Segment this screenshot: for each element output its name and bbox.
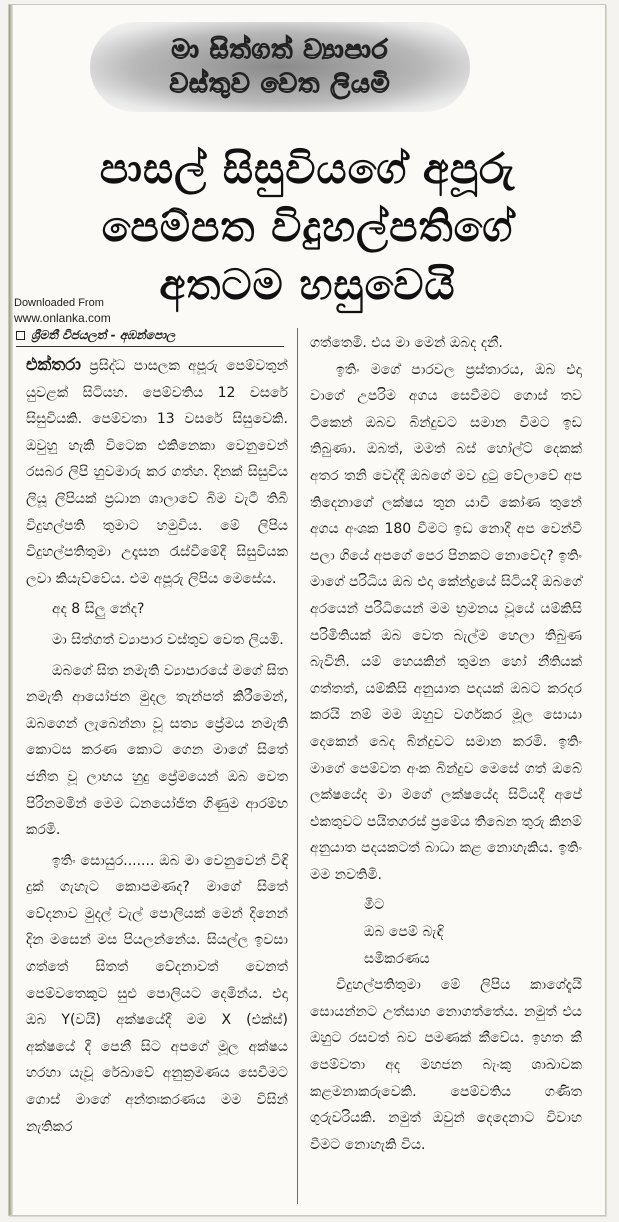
watermark <box>14 296 111 326</box>
article-column-right <box>310 330 582 1158</box>
byline <box>16 328 284 347</box>
paragraph-1-text: ප්‍රසිද්ධ පාසලක අපූරු පෙම්වතුන් යුවළක් සිටියහ. පෙම්වතිය 12 වසරේ සිසුවියකි. පෙම්වතා 13 වසරේ සිසුවෙකි. ඔවුහු හැකි විටෙක එකිනෙකා වෙනුවෙන් රසබර ලිපි හුවමාරු කර ගත්හ. දිනක් සිසුවිය ලියූ ලිපියක් ප්‍රධාන ශාලාවේ බිම වැටී තිබී විදුහල්පති තුමාට හමුවිය. මේ ලිපිය විදුහල්පතිතුමා උදෑසන රැස්වීමේදී සිසුවියක ලවා කියැව්වේය. එම අපූරු ලිපිය මෙසේය. <box>26 358 288 587</box>
signoff-line-3: සමීකරණය <box>364 950 430 967</box>
watermark-line-1: Downloaded From <box>14 297 104 309</box>
paragraph-1 <box>26 352 288 592</box>
paragraph-3: මා සිත්ගත් ව්‍යාපාර වස්තුව වෙත ලියමි. <box>52 631 284 648</box>
headline-line-3: අතටම හසුවෙයි <box>159 260 456 309</box>
headline <box>20 140 595 314</box>
paragraph-6: ගත්තෙමි. එය මා මෙන් ඔබද දනී. <box>310 335 503 351</box>
lead-word: එක්තරා <box>26 355 81 375</box>
paragraph-2: අද 8 සිලු නේද? <box>52 601 145 618</box>
paragraph-4: ඔබගේ සිත නමැති ව්‍යාපාරයේ මගේ සිත නමැති ආයෝජන මුදල තැන්පත් කිරීමෙන්, ඔබගෙන් ලැබෙන්නා වූ සත්‍ය ප්‍රේමය නමැති කොටස කරණ කොට ගෙන මාගේ සිතේ ජනිත වූ ලාභය හුදු ප්‍රේමයෙන් ඔබ වෙත පිරිනමමින් මෙම ධනයෝජිත ගිණුම ආරම්භ කරමි. <box>26 662 288 839</box>
paragraph-7: ඉතිං මගේ පාරවල ප්‍රස්තාරය, ඔබ එදා වාගේ උපරිම අගය සෙවීමට ගොස් තව ටිකෙන් ඔබව බින්දුවට සමාන වීමට ඉඩ තිබුණා. ඔබත්, මමත් බස් හෝල්ට් දෙකක් අතර තනි වෙද්දී ඔබගේ මව දුටු වේලාවේ අප තිදෙනාගේ ලක්ෂය තුන යාවී කෝණ තුනේ අගය අංශක 180 වීමට ඉඩ නොදී අප වෙන්වී පලා ගියේ අපගේ පෙර පිනකට නොවේද? ඉතිං මාගේ පරිධිය ඔබ එදා කේන්ද්‍රයේ සිටියදී ඔබගේ අරයෙන් පරිධියෙන් මම භ්‍රමනය වූයේ යම්කිසි පරිමිතියක් ඔබ වෙත බැල්ම හෙලා තිබුණ බැවිනි. යම් හෙයකින් තුමන හෝ නීතියක් ගත්තත්, යම්කිසි අනුයාත පදයක් ඔබට කරදර කරයි නම් මම ඔහුව වර්ගකර මූල සොයා දෙකෙන් බෙද බින්දුවට සමාන කරමි. ඉතිං මාගේ පෙම්වත අංක බින්දුව මෙසේ ගත් ඔබේ ලක්ෂයේද මා මගේ ලක්ෂයේද සිටියදී අපේ එකතුවට පයිතගරස් ප්‍රමේය තිබෙන තුරු කිනම් අනුයාත පදයකටත් බාධා කළ නොහැකිය. ඉතිං මම නවතිමි. <box>310 361 582 883</box>
paragraph-5: ඉතිං සොයුර....... ඔබ මා වෙනුවෙන් විඳි දුක් ගැහැට කොපමණද? මාගේ සිතේ වේදනාව මුදල් වැල් පොලියක් මෙන් දිනෙන් දින මසෙන් මස පියලන්නේය. සියල්ල ඉවසා ගත්තේ සිතත් වේදනාවත් වෙනත් පෙම්වතෙකුට සුළු පොලියට දෙමින්ය. එදා ඔබ Y(වයි) අක්ෂයේදී මම X (එක්ස්) අක්ෂයේ දී පෙනී සිට අපගේ මූල අක්ෂය හරහා යැවූ රේඛාවේ අනුක්‍රමණය සෙවීමට ගොස් මාගේ අන්තඃකරණය මම විසින් නැතිකර <box>26 852 288 1135</box>
signoff-line-1: මීට <box>364 897 385 914</box>
article-column-left <box>26 352 288 1140</box>
headline-line-2: පෙම්පත විදුහල්පතිගේ <box>101 202 514 251</box>
kicker-banner <box>90 22 470 112</box>
column-divider <box>297 328 298 1204</box>
square-bullet-icon <box>16 331 25 340</box>
scan-edge <box>9 5 13 1215</box>
paragraph-8: විදුහල්පතිතුමා මේ ලිපිය කාගේදැයි සොයන්නට උත්සාහ නොගත්තේය. නමුත් එය ඔහුට රසවත් බව පමණක් කීවේය. ඉහත කී පෙම්වතා අද මහජන බැංකු ශාඛාවක කළමනාකරුවෙකි. පෙම්වතිය ගණිත ගුරුවරියකි. නමුත් ඔවුන් දෙදෙනාට විවාහ වීමට නොහැකි විය. <box>310 977 582 1153</box>
watermark-url: www.onlanka.com <box>14 311 111 325</box>
byline-text: ශ්‍රීමතී විජයලත් - අඹන්පොල <box>31 328 176 342</box>
kicker-line-1: මා සිත්ගත් ව්‍යාපාර <box>171 35 389 65</box>
kicker-line-2: වස්තුව වෙත ලියමි <box>169 69 391 99</box>
headline-line-1: පාසල් සිසුවියගේ අපූරු <box>99 144 516 193</box>
signoff-line-2: ඔබ පෙම් බැඳි <box>364 924 444 941</box>
